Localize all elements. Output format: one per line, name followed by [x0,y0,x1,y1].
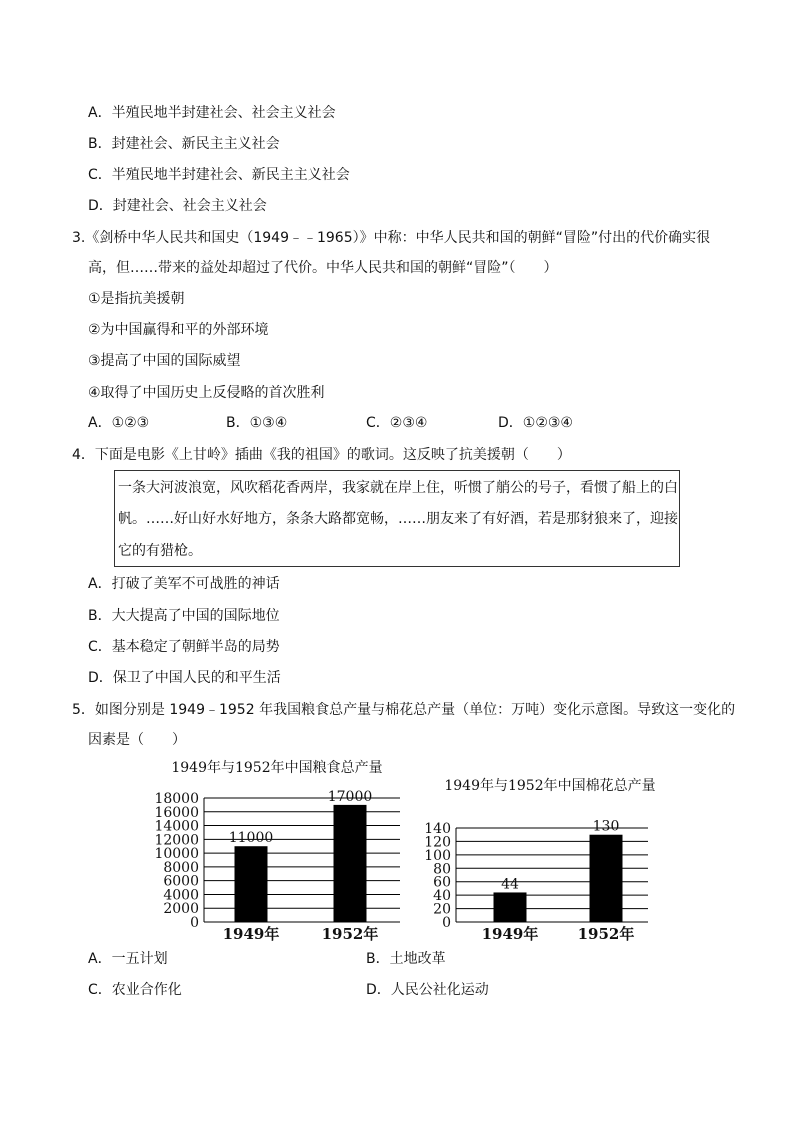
x-tick-label: 1949年 [481,925,539,943]
q2-option-d: D．封建社会、社会主义社会 [88,198,267,214]
cotton-output-chart [420,772,670,944]
q4-option-c: C．基本稳定了朝鲜半岛的局势 [88,639,280,655]
y-tick-label: 60 [433,874,451,891]
y-tick-label: 18000 [154,791,199,807]
data-label: 44 [501,876,519,893]
q4-option-d: D．保卫了中国人民的和平生活 [88,670,281,686]
y-tick-label: 80 [433,861,451,878]
y-tick-label: 0 [190,915,199,931]
q3-stem-line2: 高，但……带来的益处却超过了代价。中华人民共和国的朝鲜“冒险”（ ） [88,260,558,276]
x-tick-label: 1952年 [321,925,379,943]
q3-statement-3: ③提高了中国的国际威望 [88,353,241,369]
y-tick-label: 140 [424,821,451,837]
chart-title: 1949年与1952年中国棉花总产量 [444,778,656,794]
data-label: 11000 [228,830,274,847]
chart-title: 1949年与1952年中国粮食总产量 [171,760,383,776]
q3-statement-1: ①是指抗美援朝 [88,291,185,307]
y-tick-label: 40 [433,888,451,905]
lyric-line-1: 一条大河波浪宽，风吹稻花香两岸，我家就在岸上住，听惯了艄公的号子，看惯了船上的白 [118,480,678,496]
q2-option-b: B．封建社会、新民主主义社会 [88,136,280,152]
lyric-box [114,470,680,567]
q2-option-c: C．半殖民地半封建社会、新民主主义社会 [88,167,350,183]
q3-statement-4: ④取得了中国历史上反侵略的首次胜利 [88,385,325,401]
y-tick-label: 4000 [163,887,199,904]
y-tick-label: 10000 [154,846,199,863]
bar-0 [494,892,527,922]
q3-option-b: B．①③④ [226,415,288,431]
y-tick-label: 120 [424,834,451,851]
q3-statement-2: ②为中国赢得和平的外部环境 [88,322,269,338]
data-label: 130 [592,818,620,835]
q5-option-b: B．土地改革 [366,951,446,967]
data-label: 17000 [327,788,373,805]
y-tick-label: 20 [433,901,451,918]
x-tick-label: 1949年 [222,925,280,943]
q4-option-a: A．打破了美军不可战胜的神话 [88,576,280,592]
q5-option-c: C．农业合作化 [88,982,182,998]
y-tick-label: 2000 [163,901,199,918]
q3-option-d: D．①②③④ [498,415,573,431]
q5-stem-line2: 因素是（ ） [88,732,186,748]
lyric-line-3: 它的有猎枪。 [118,543,202,559]
bar-0 [235,846,268,922]
y-tick-label: 12000 [154,832,199,849]
q5-stem-line1: 5．如图分别是 1949﹣1952 年我国粮食总产量与棉花总产量（单位：万吨）变化示意图。导致这一变化的 [72,702,736,718]
y-tick-label: 14000 [154,818,199,835]
q4-stem: 4．下面是电影《上甘岭》插曲《我的祖国》的歌词。这反映了抗美援朝（ ） [72,447,571,463]
q2-option-a: A．半殖民地半封建社会、社会主义社会 [88,105,336,121]
y-tick-label: 16000 [154,804,199,821]
y-tick-label: 0 [442,915,451,931]
q5-option-a: A．一五计划 [88,951,168,967]
q3-stem-line1: 3.《剑桥中华人民共和国史（1949﹣﹣1965）》中称：中华人民共和国的朝鲜“冒险”付出的代价确实很 [72,230,711,246]
lyric-line-2: 帆。……好山好水好地方，条条大路都宽畅，……朋友来了有好酒，若是那豺狼来了，迎接 [118,511,678,527]
bar-1 [334,805,367,922]
bar-1 [590,835,623,922]
q3-option-c: C．②③④ [366,415,428,431]
grain-output-chart [150,752,420,944]
q3-option-a: A．①②③ [88,415,150,431]
y-tick-label: 8000 [163,859,199,876]
y-tick-label: 6000 [163,873,199,890]
q4-option-b: B．大大提高了中国的国际地位 [88,608,280,624]
q5-option-d: D．人民公社化运动 [366,982,489,998]
y-tick-label: 100 [424,847,451,864]
x-tick-label: 1952年 [577,925,635,943]
